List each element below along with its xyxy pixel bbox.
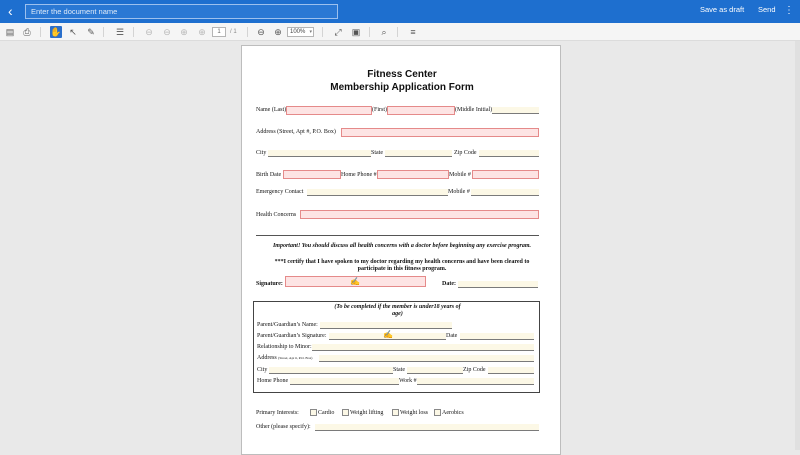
toolbar-divider bbox=[397, 27, 398, 37]
guardian-date-field[interactable] bbox=[460, 333, 534, 340]
back-arrow-icon[interactable]: ‹ bbox=[8, 3, 13, 19]
guardian-address-field[interactable] bbox=[319, 355, 534, 362]
save-as-draft-button[interactable]: Save as draft bbox=[700, 5, 745, 14]
city-label: City bbox=[256, 150, 267, 156]
divider-line bbox=[256, 235, 539, 236]
guardian-city-field[interactable] bbox=[269, 367, 393, 374]
health-concerns-field[interactable] bbox=[300, 210, 539, 219]
primary-interests-label: Primary Interests: bbox=[256, 410, 299, 416]
search-icon[interactable]: ⌕ bbox=[381, 27, 387, 37]
guardian-signature-pen-icon: ✍ bbox=[383, 330, 393, 339]
mobile-field[interactable] bbox=[472, 170, 539, 179]
birth-date-field[interactable] bbox=[283, 170, 341, 179]
fit-page-icon[interactable]: ⤢ bbox=[334, 27, 342, 37]
page-number-input[interactable]: 1 bbox=[212, 27, 226, 37]
zip-field[interactable] bbox=[479, 150, 539, 157]
health-concerns-label: Health Concerns bbox=[256, 212, 297, 218]
address2-text: Address bbox=[257, 355, 277, 361]
select-tool-icon[interactable]: ↖ bbox=[69, 27, 77, 37]
fit-width-icon[interactable]: ▣ bbox=[351, 27, 361, 37]
emergency-contact-field[interactable] bbox=[307, 189, 448, 196]
certify-line-1: ***I certify that I have spoken to my doctor regarding my health concerns and have been cleared to bbox=[274, 259, 530, 265]
name-first-label: (First) bbox=[372, 107, 387, 113]
guardian-home-phone-label: Home Phone bbox=[257, 378, 289, 384]
minor-section bbox=[253, 301, 540, 393]
vertical-scrollbar[interactable] bbox=[795, 41, 800, 450]
more-options-icon[interactable]: ⋮ bbox=[784, 5, 794, 16]
mobile-label: Mobile # bbox=[449, 172, 471, 178]
thumbnails-icon[interactable]: ▤ bbox=[5, 27, 15, 37]
signature-label: Signature: bbox=[256, 281, 283, 287]
guardian-state-field[interactable] bbox=[407, 367, 463, 374]
draw-tool-icon[interactable]: ✎ bbox=[87, 27, 95, 37]
certify-line-2: participate in this fitness program. bbox=[357, 266, 447, 272]
guardian-zip-field[interactable] bbox=[488, 367, 534, 374]
zoom-in-icon[interactable]: ⊕ bbox=[274, 27, 282, 37]
form-fields-icon[interactable]: ☰ bbox=[115, 27, 125, 37]
city-field[interactable] bbox=[268, 150, 371, 157]
other-field[interactable] bbox=[315, 424, 539, 431]
last-page-icon[interactable]: ⊕ bbox=[198, 27, 206, 37]
aerobics-label: Aerobics bbox=[442, 410, 464, 416]
home-phone-field[interactable] bbox=[377, 170, 449, 179]
next-page-icon[interactable]: ⊕ bbox=[180, 27, 188, 37]
cardio-label: Cardio bbox=[318, 410, 335, 416]
form-title: Fitness Center bbox=[367, 69, 437, 80]
name-mi-label: (Middle Initial) bbox=[455, 107, 493, 113]
emergency-contact-label: Emergency Contact bbox=[256, 189, 304, 195]
zoom-out-icon[interactable]: ⊖ bbox=[257, 27, 265, 37]
signature-field[interactable] bbox=[285, 276, 426, 287]
guardian-date-label: Date bbox=[446, 333, 458, 339]
address-field[interactable] bbox=[341, 128, 539, 137]
relationship-field[interactable] bbox=[312, 344, 534, 351]
guardian-city-label: City bbox=[257, 367, 268, 373]
zip-label: Zip Code bbox=[454, 150, 477, 156]
print-icon[interactable]: ⎙ bbox=[23, 27, 31, 37]
guardian-state-label: State bbox=[393, 367, 405, 373]
chevron-down-icon: ▾ bbox=[309, 29, 312, 35]
weight-loss-label: Weight loss bbox=[400, 410, 429, 416]
toolbar-divider bbox=[322, 27, 323, 37]
name-last-label: Name (Last) bbox=[256, 107, 287, 113]
toolbar bbox=[0, 23, 800, 41]
state-field[interactable] bbox=[385, 150, 452, 157]
document-page bbox=[241, 45, 561, 455]
weight-loss-checkbox[interactable] bbox=[392, 409, 399, 416]
toolbar-divider bbox=[247, 27, 248, 37]
name-first-field[interactable] bbox=[387, 106, 455, 115]
cardio-checkbox[interactable] bbox=[310, 409, 317, 416]
mobile2-label: Mobile # bbox=[448, 189, 470, 195]
weight-lifting-checkbox[interactable] bbox=[342, 409, 349, 416]
guardian-work-label: Work # bbox=[399, 378, 417, 384]
important-note: Important! You should discuss all health concerns with a doctor before beginning any exercise program. bbox=[272, 243, 532, 249]
other-label: Other (please specify): bbox=[256, 424, 311, 430]
weight-lifting-label: Weight lifting bbox=[350, 410, 384, 416]
hand-tool-icon[interactable]: ✋ bbox=[50, 27, 62, 37]
emergency-mobile-field[interactable] bbox=[471, 189, 539, 196]
minor-note-line-2: age) bbox=[392, 311, 403, 317]
top-bar bbox=[0, 0, 800, 23]
guardian-work-field[interactable] bbox=[417, 378, 534, 385]
zoom-select[interactable] bbox=[287, 27, 314, 37]
middle-initial-field[interactable] bbox=[492, 107, 539, 114]
previous-page-icon[interactable]: ⊖ bbox=[163, 27, 171, 37]
page-count: / 1 bbox=[230, 29, 237, 35]
address2-hint: (Street, Apt #, P.O. Box) bbox=[278, 356, 313, 360]
relationship-label: Relationship to Minor: bbox=[257, 344, 312, 350]
guardian-name-label: Parent/Guardian’s Name: bbox=[257, 322, 318, 328]
toolbar-divider bbox=[369, 27, 370, 37]
guardian-name-field[interactable] bbox=[320, 322, 452, 329]
birth-date-label: Birth Date bbox=[256, 172, 282, 178]
signature-pen-icon: ✍ bbox=[350, 277, 360, 286]
toolbar-divider bbox=[103, 27, 104, 37]
document-name-input[interactable]: Enter the document name bbox=[25, 4, 338, 19]
toolbar-divider bbox=[133, 27, 134, 37]
date-field[interactable] bbox=[458, 281, 538, 288]
form-subtitle: Membership Application Form bbox=[330, 82, 474, 93]
menu-icon[interactable]: ≡ bbox=[410, 27, 416, 37]
aerobics-checkbox[interactable] bbox=[434, 409, 441, 416]
guardian-address-label bbox=[257, 355, 312, 361]
send-button[interactable]: Send bbox=[758, 5, 776, 14]
minor-note-line-1: (To be completed if the member is under18 years of bbox=[334, 304, 461, 310]
date-label: Date: bbox=[442, 281, 456, 287]
guardian-home-phone-field[interactable] bbox=[290, 378, 399, 385]
guardian-signature-label: Parent/Guardian’s Signature: bbox=[257, 333, 327, 339]
name-last-field[interactable] bbox=[286, 106, 372, 115]
zoom-value: 100% bbox=[290, 29, 306, 35]
toolbar-divider bbox=[40, 27, 41, 37]
guardian-zip-label: Zip Code bbox=[463, 367, 486, 373]
home-phone-label: Home Phone # bbox=[341, 172, 377, 178]
address-label: Address (Street, Apt #, P.O. Box) bbox=[256, 129, 336, 135]
state-label: State bbox=[371, 150, 383, 156]
first-page-icon[interactable]: ⊖ bbox=[145, 27, 153, 37]
